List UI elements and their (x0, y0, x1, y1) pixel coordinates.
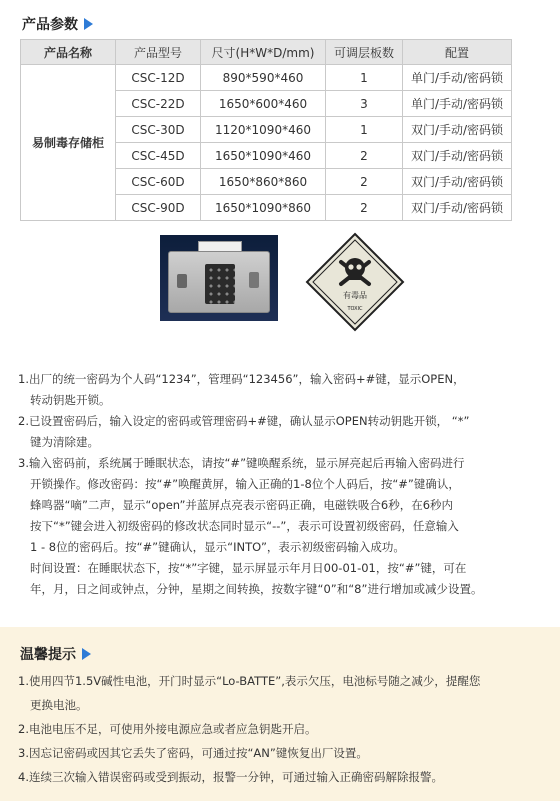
tips-title-text: 温馨提示 (20, 647, 76, 663)
model-cell: CSC-60D (116, 169, 201, 195)
note-item-1 (18, 369, 546, 411)
tip-item-3: 3.因忘记密码或因其它丢失了密码，可通过按“AN”键恢复出厂设置。 (18, 746, 368, 760)
shelves-cell: 1 (326, 117, 403, 143)
tips-title (20, 644, 91, 664)
table-row (21, 65, 512, 91)
shelves-cell: 3 (326, 91, 403, 117)
model-cell: CSC-22D (116, 91, 201, 117)
keyhole-icon (249, 272, 259, 288)
tip-line: 更换电池。 (30, 698, 88, 712)
note-item-3 (18, 453, 546, 600)
shelves-cell: 2 (326, 143, 403, 169)
note-item-2 (18, 411, 546, 453)
config-cell: 双门/手动/密码锁 (403, 195, 512, 221)
model-cell: CSC-30D (116, 117, 201, 143)
config-cell: 单门/手动/密码锁 (403, 91, 512, 117)
col-header-config: 配置 (403, 40, 512, 65)
note-line: 年，月，日之间或钟点，分钟，星期之间转换，按数字键“0”和“8”进行增加或减少设置。 (30, 582, 483, 596)
note-line: 3.输入密码前，系统属于睡眠状态，请按“#”键唤醒系统，显示屏亮起后再输入密码进行 (18, 456, 465, 470)
model-cell: CSC-45D (116, 143, 201, 169)
shelves-cell: 2 (326, 169, 403, 195)
size-cell: 1120*1090*460 (201, 117, 326, 143)
col-header-size: 尺寸(H*W*D/mm) (201, 40, 326, 65)
params-section-title (22, 14, 93, 34)
model-cell: CSC-12D (116, 65, 201, 91)
tip-item-2: 2.电池电压不足，可使用外接电源应急或者应急钥匙开启。 (18, 722, 317, 736)
note-line: 1.出厂的统一密码为个人码“1234”，管理码“123456”，输入密码+#键，显示OPEN， (18, 372, 465, 386)
size-cell: 1650*1090*860 (201, 195, 326, 221)
tips-list (18, 669, 548, 789)
model-cell: CSC-90D (116, 195, 201, 221)
config-cell: 双门/手动/密码锁 (403, 143, 512, 169)
tips-panel (0, 627, 560, 801)
tip-item-1 (18, 669, 548, 717)
note-line: 按下“*”键会进入初级密码的修改状态同时显示“--”，表示可设置初级密码，任意输入 (30, 519, 459, 533)
tip-line: 1.使用四节1.5V碱性电池，开门时显示“Lo-BATTE”,表示欠压，电池标号随之减少，提醒您 (18, 674, 481, 688)
size-cell: 1650*600*460 (201, 91, 326, 117)
col-header-shelves: 可调层板数 (326, 40, 403, 65)
operation-notes (18, 369, 546, 600)
note-line: 键为清除建。 (30, 435, 99, 449)
toxic-label-en: TOXIC (347, 306, 363, 312)
note-line: 开锁操作。修改密码：按“#”唤醒黄屏，输入正确的1-8位个人码后，按“#”键确认， (30, 477, 460, 491)
config-cell: 双门/手动/密码锁 (403, 169, 512, 195)
spec-table (20, 39, 512, 221)
note-line: 转动钥匙开锁。 (30, 393, 111, 407)
note-line: 1 - 8位的密码后。按“#”键确认，显示“INTO”，表示初级密码输入成功。 (30, 540, 405, 554)
arrow-right-icon (82, 648, 91, 660)
params-title-text: 产品参数 (22, 17, 78, 33)
arrow-right-icon (84, 18, 93, 30)
toxic-label-cn: 有毒品 (343, 291, 367, 300)
note-line: 蜂鸣器“嘀”二声，显示“open”并蓝屏点亮表示密码正确，电磁铁吸合6秒，在6秒内 (30, 498, 454, 512)
lock-faceplate (168, 251, 270, 313)
shelves-cell: 1 (326, 65, 403, 91)
col-header-name: 产品名称 (21, 40, 116, 65)
tip-item-4: 4.连续三次输入错误密码或受到振动，报警一分钟，可通过输入正确密码解除报警。 (18, 770, 443, 784)
lock-knob-icon (177, 274, 187, 288)
keypad-icon (205, 264, 235, 304)
keypad-lock-photo (160, 235, 278, 321)
shelves-cell: 2 (326, 195, 403, 221)
size-cell: 1650*1090*460 (201, 143, 326, 169)
col-header-model: 产品型号 (116, 40, 201, 65)
config-cell: 单门/手动/密码锁 (403, 65, 512, 91)
toxic-hazard-sign (305, 232, 405, 332)
note-line: 时间设置：在睡眠状态下，按“*”字键，显示屏显示年月日00-01-01，按“#”键，可在 (30, 561, 467, 575)
size-cell: 890*590*460 (201, 65, 326, 91)
note-line: 2.已设置密码后，输入设定的密码或管理密码+#键，确认显示OPEN转动钥匙开锁， “*” (18, 414, 470, 428)
config-cell: 双门/手动/密码锁 (403, 117, 512, 143)
size-cell: 1650*860*860 (201, 169, 326, 195)
category-cell: 易制毒存储柜 (21, 65, 116, 221)
table-header-row (21, 40, 512, 65)
